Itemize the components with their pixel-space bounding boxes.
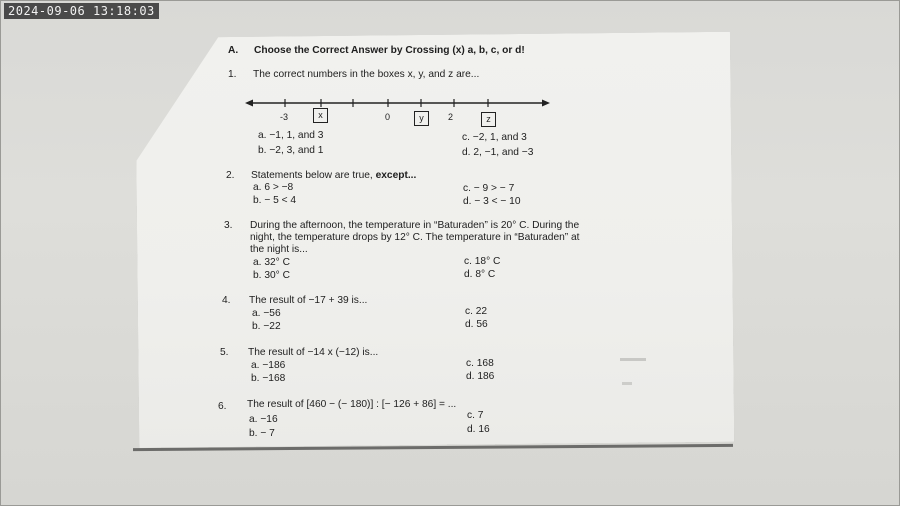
- q1-option-c: c. −2, 1, and 3: [462, 132, 527, 143]
- q3-number: 3.: [224, 220, 233, 231]
- q4-number: 4.: [222, 295, 231, 306]
- q6-text: The result of [460 − (− 180)] : [− 126 + 86] = ...: [247, 399, 457, 410]
- q2-option-c: c. − 9 > − 7: [463, 183, 515, 194]
- box-x: x: [313, 108, 328, 123]
- section-instruction: Choose the Correct Answer by Crossing (x) a, b, c, or d!: [254, 45, 525, 56]
- tick-label-0: 0: [385, 112, 391, 122]
- q3-option-a: a. 32° C: [253, 257, 290, 268]
- q4-option-c: c. 22: [465, 306, 488, 317]
- q2-text-emphasis: except...: [375, 170, 417, 181]
- q5-option-c: c. 168: [466, 358, 494, 369]
- q4-text: The result of −17 + 39 is...: [249, 295, 368, 306]
- q1-option-b: b. −2, 3, and 1: [258, 145, 324, 156]
- q2-text: [251, 170, 416, 181]
- q6-option-c: c. 7: [467, 410, 484, 421]
- q4-option-b: b. −22: [252, 321, 281, 332]
- faint-smudge-small: [622, 382, 632, 385]
- camera-timestamp: 2024-09-06 13:18:03: [4, 3, 159, 19]
- arrow-right-icon: [542, 100, 550, 107]
- q1-number: 1.: [228, 69, 237, 80]
- q3-line-3: the night is...: [250, 244, 308, 255]
- faint-smudge: [620, 358, 646, 361]
- q3-option-d: d. 8° C: [464, 269, 496, 280]
- number-line: [245, 95, 550, 135]
- q2-option-a: a. 6 > −8: [253, 182, 294, 193]
- tick-label-2: 2: [448, 112, 454, 122]
- box-y: y: [414, 111, 429, 126]
- arrow-left-icon: [245, 100, 253, 107]
- q6-option-d: d. 16: [467, 424, 490, 435]
- q3-line-1: During the afternoon, the temperature in “Baturaden” is 20° C. During the: [250, 220, 580, 231]
- q4-option-a: a. −56: [252, 308, 281, 319]
- section-letter: A.: [228, 45, 239, 56]
- q2-option-b: b. − 5 < 4: [253, 195, 297, 206]
- q6-option-b: b. − 7: [249, 428, 275, 439]
- q2-option-d: d. − 3 < − 10: [463, 196, 521, 207]
- q3-line-2: night, the temperature drops by 12° C. The temperature in “Baturaden” at: [250, 232, 580, 243]
- q6-number: 6.: [218, 401, 227, 412]
- q4-option-d: d. 56: [465, 319, 488, 330]
- q3-option-b: b. 30° C: [253, 270, 290, 281]
- q5-option-b: b. −168: [251, 373, 286, 384]
- q1-text: The correct numbers in the boxes x, y, and z are...: [253, 69, 480, 80]
- q6-option-a: a. −16: [249, 414, 278, 425]
- q5-option-a: a. −186: [251, 360, 286, 371]
- q3-option-c: c. 18° C: [464, 256, 501, 267]
- q2-text-main: Statements below are true,: [251, 170, 376, 181]
- q5-number: 5.: [220, 347, 229, 358]
- q1-option-d: d. 2, −1, and −3: [462, 147, 534, 158]
- box-z: z: [481, 112, 496, 127]
- q5-text: The result of −14 x (−12) is...: [248, 347, 379, 358]
- q1-option-a: a. −1, 1, and 3: [258, 130, 324, 141]
- tick-label-neg3: -3: [280, 112, 289, 122]
- q5-option-d: d. 186: [466, 371, 495, 382]
- q2-number: 2.: [226, 170, 235, 181]
